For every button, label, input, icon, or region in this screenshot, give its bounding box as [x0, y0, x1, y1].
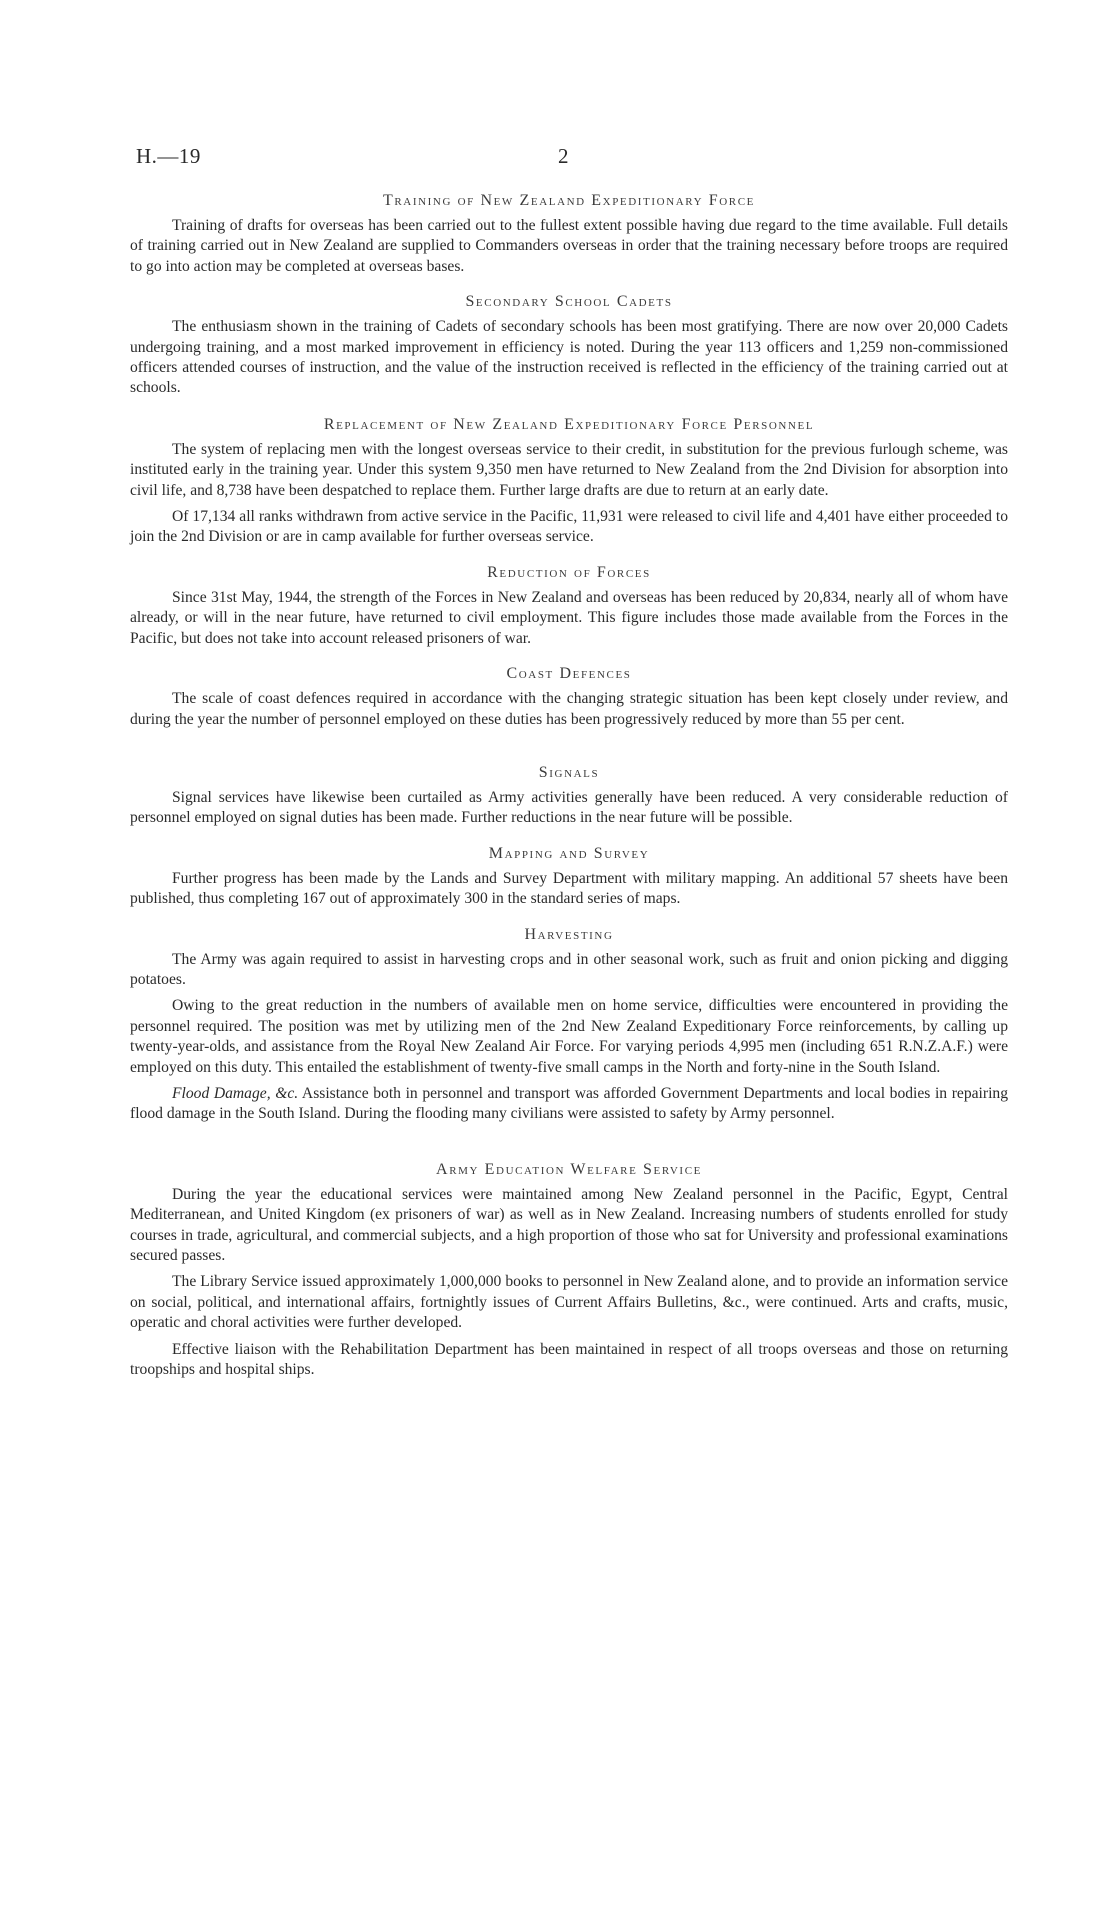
- paragraph: Effective liaison with the Rehabilitation Department has been maintained in respect of all troops overseas and those on returning troopships and hospital ships.: [130, 1340, 1008, 1379]
- paragraph: The Army was again required to assist in harvesting crops and in other seasonal work, such as fruit and onion picking and digging potatoes.: [130, 950, 1008, 988]
- paragraph: The system of replacing men with the longest overseas service to their credit, in substitution for the previous furlough scheme, was instituted early in the training year. Under this system 9,350 men have returned to New Zealand from the 2nd Division for absorption into civil life, and 8,738 have been despatched to replace them. Further large drafts are due to return at an early date.: [130, 440, 1008, 499]
- paragraph-lead: Flood Damage, &c.: [172, 1084, 299, 1102]
- document-body: [130, 192, 1008, 1386]
- paragraph: The Library Service issued approximately 1,000,000 books to personnel in New Zealand alone, and to provide an information service on social, political, and international affairs, fortnightly issues of Current Affairs Bulletins, &c., were continued. Arts and crafts, music, operatic and choral activities were further developed.: [130, 1273, 1008, 1332]
- paragraph: Since 31st May, 1944, the strength of the Forces in New Zealand and overseas has been reduced by 20,834, nearly all of whom have already, or will in the near future, have returned to civil employment. This figure includes those made available from the Forces in the Pacific, but does not take into account released prisoners of war.: [130, 588, 1008, 647]
- paragraph: Of 17,134 all ranks withdrawn from active service in the Pacific, 11,931 were released to civil life and 4,401 have either proceeded to join the 2nd Division or are in camp available for further overseas service.: [130, 508, 1008, 546]
- section-heading: Army Education Welfare Service: [436, 1160, 702, 1178]
- paragraph: During the year the educational services were maintained among New Zealand personnel in the Pacific, Egypt, Central Mediterranean, and United Kingdom (ex prisoners of war) as well as in New Zealand. Increasing numbers of students enrolled for study courses in trade, agricultural, and commercial subjects, and a high proportion of those who sat for University and professional examinations secured passes.: [130, 1185, 1008, 1264]
- section-heading: Replacement of New Zealand Expeditionary Force Personnel: [323, 415, 815, 433]
- section-signals: [130, 764, 1008, 829]
- section-harvesting: [130, 926, 1008, 1125]
- page-number: 2: [558, 144, 569, 168]
- section-heading: Training of New Zealand Expeditionary Force: [382, 192, 755, 209]
- section-heading: Harvesting: [524, 925, 614, 943]
- section-training-nzef: [130, 192, 1008, 277]
- paragraph: Training of drafts for overseas has been carried out to the fullest extent possible having due regard to the time available. Full details of training carried out in New Zealand are supplied to Commanders overseas in order that the training necessary before troops are required to go into action may be completed at overseas bases.: [130, 217, 1008, 275]
- paragraph: The enthusiasm shown in the training of Cadets of secondary schools has been most gratifying. There are now over 20,000 Cadets undergoing training, and a most marked improvement in efficiency is noted. During the year 113 officers and 1,259 non-commissioned officers attended courses of instruction, and the value of the instruction received is reflected in the efficiency of the training carried out at schools.: [130, 318, 1008, 397]
- paragraph-flood-damage: [130, 1084, 1008, 1125]
- section-heading: Reduction of Forces: [487, 563, 651, 581]
- section-replacement-personnel: [130, 416, 1008, 548]
- section-coast-defences: [130, 665, 1008, 730]
- document-reference: H.—19: [136, 144, 201, 168]
- section-secondary-school-cadets: [130, 293, 1008, 399]
- section-heading: Mapping and Survey: [488, 844, 650, 862]
- section-heading: Coast Defences: [506, 665, 632, 683]
- section-heading: Signals: [538, 763, 600, 781]
- paragraph: Further progress has been made by the Lands and Survey Department with military mapping. An additional 57 sheets have been published, thus completing 167 out of approximately 300 in the standard series of maps.: [130, 869, 1008, 908]
- section-heading: Secondary School Cadets: [465, 293, 673, 311]
- paragraph-text: Assistance both in personnel and transport was afforded Government Departments and local bodies in repairing flood damage in the South Island. During the flooding many civilians were assisted to safety by Army personnel.: [130, 1084, 1009, 1123]
- paragraph: Owing to the great reduction in the numbers of available men on home service, difficulties were encountered in providing the personnel required. The position was met by utilizing men of the 2nd New Zealand Expeditionary Force reinforcements, by calling up twenty-year-olds, and assistance from the Royal New Zealand Air Force. For varying periods 4,995 men (including 651 R.N.Z.A.F.) were employed on this duty. This entailed the establishment of twenty-five small camps in the North and forty-nine in the South Island.: [130, 997, 1008, 1076]
- section-army-education-welfare: [130, 1161, 1008, 1381]
- paragraph: The scale of coast defences required in accordance with the changing strategic situation has been kept closely under review, and during the year the number of personnel employed on these duties has been progressively reduced by more than 55 per cent.: [130, 690, 1008, 728]
- paragraph: Signal services have likewise been curtailed as Army activities generally have been reduced. A very considerable reduction of personnel employed on signal duties has been made. Further reductions in the near future will be possible.: [130, 788, 1008, 827]
- section-mapping-and-survey: [130, 845, 1008, 910]
- section-reduction-of-forces: [130, 564, 1008, 649]
